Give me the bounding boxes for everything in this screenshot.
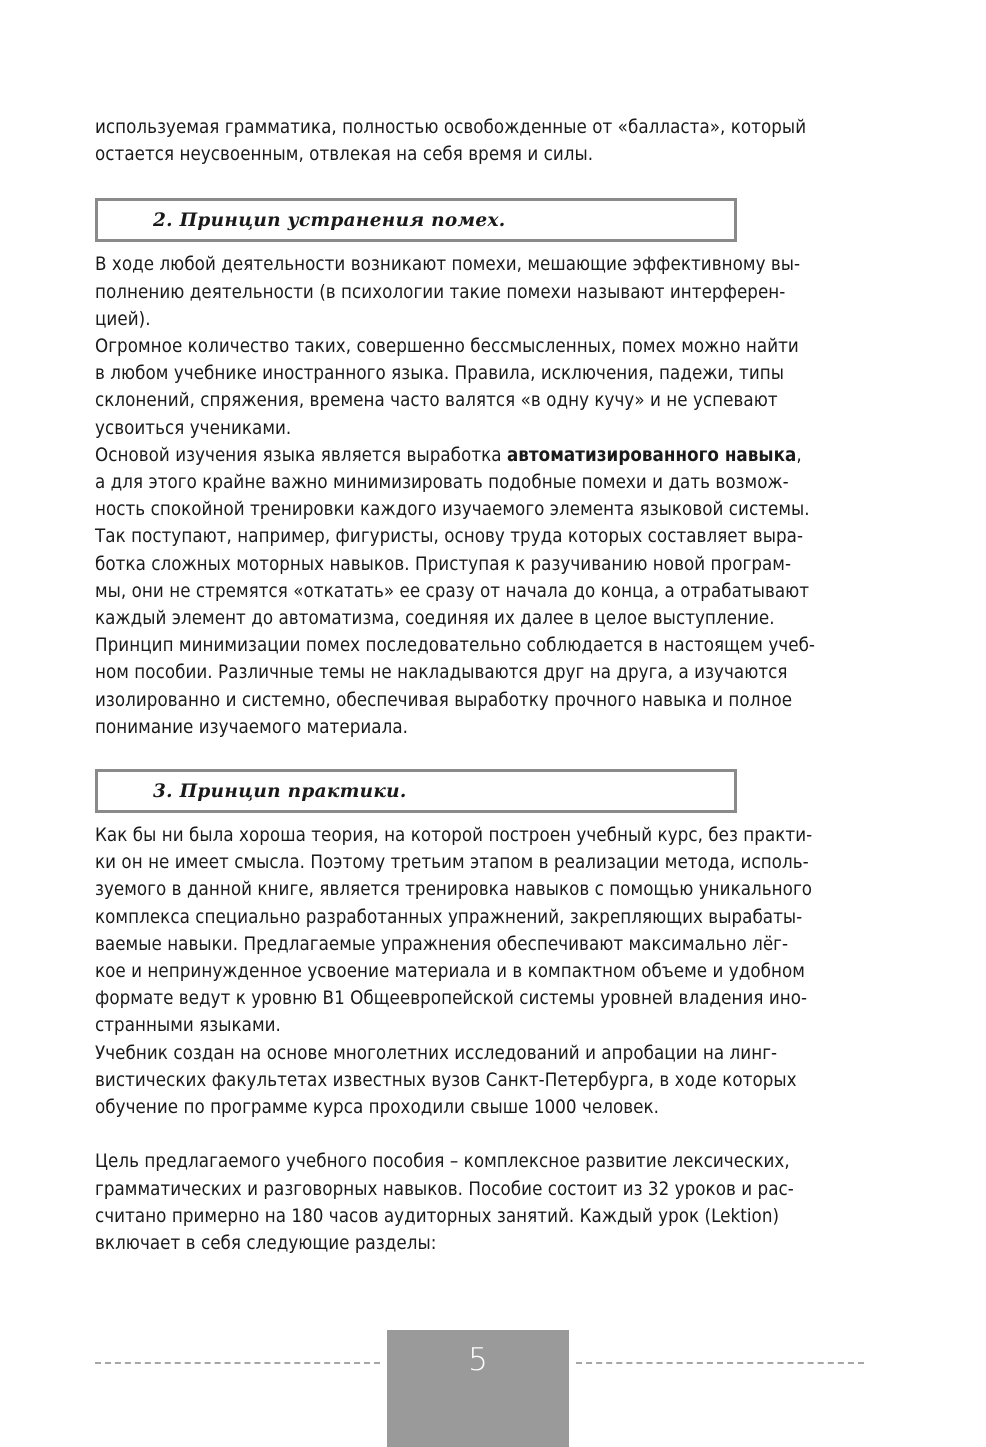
text-line: ки он не имеет смысла. Поэтому третьим этапом в реализации метода, исполь-	[95, 852, 809, 874]
intro-paragraph	[95, 114, 863, 168]
text-line: Огромное количество таких, совершенно бессмысленных, помех можно найти	[95, 336, 799, 358]
text-line: изолированно и системно, обеспечивая выработку прочного навыка и полное	[95, 689, 793, 711]
text-line: Так поступают, например, фигуристы, основу труда которых составляет выра-	[95, 526, 804, 548]
text-line: Цель предлагаемого учебного пособия – комплексное развитие лексических,	[95, 1151, 790, 1173]
text-run: Основой изучения языка является выработка	[95, 444, 507, 466]
text-run: ,	[796, 444, 802, 466]
footer-rule-right	[576, 1362, 864, 1364]
text-line: обучение по программе курса проходили свыше 1000 человек.	[95, 1097, 660, 1119]
section-3-paragraph-1	[95, 822, 863, 1040]
text-line: Учебник создан на основе многолетних исследований и апробации на линг-	[95, 1042, 778, 1064]
section-2-heading-box	[95, 198, 737, 242]
text-line	[95, 442, 863, 469]
text-line: кое и непринужденное усвоение материала и в компактном объеме и удобном	[95, 961, 805, 983]
text-line: используемая грамматика, полностью освобожденные от «балласта», который	[95, 117, 807, 138]
section-3-heading-box	[95, 769, 737, 813]
bold-term: автоматизированного навыка	[506, 444, 797, 466]
section-2-paragraph-4	[95, 632, 863, 741]
text-line: в любом учебнике иностранного языка. Правила, исключения, падежи, типы	[95, 363, 785, 385]
text-line: Принцип минимизации помех последовательно соблюдается в настоящем учеб-	[95, 635, 816, 657]
page-number: 5	[468, 1342, 488, 1378]
page-content	[95, 114, 863, 1257]
section-2-paragraph-1	[95, 251, 863, 333]
text-line: склонений, спряжения, времена часто валятся «в одну кучу» и не успевают	[95, 390, 778, 412]
text-line: зуемого в данной книге, является тренировка навыков с помощью уникального	[95, 879, 813, 901]
text-line: цией).	[95, 308, 151, 330]
section-2-title: 2. Принцип устранения помех.	[153, 209, 506, 231]
section-3-title: 3. Принцип практики.	[153, 780, 407, 802]
text-line: мы, они не стремятся «откатать» ее сразу от начала до конца, а отрабатывают	[95, 580, 810, 602]
section-3-paragraph-2	[95, 1040, 863, 1122]
text-line: ность спокойной тренировки каждого изучаемого элемента языковой системы.	[95, 499, 810, 521]
text-line: В ходе любой деятельности возникают помехи, мешающие эффективному вы-	[95, 254, 801, 276]
text-line: включает в себя следующие разделы:	[95, 1232, 437, 1254]
text-line: усвоиться учениками.	[95, 417, 292, 439]
text-line: вистических факультетах известных вузов Санкт-Петербурга, в ходе которых	[95, 1069, 797, 1091]
goal-paragraph	[95, 1148, 863, 1257]
text-line: формате ведут к уровню B1 Общеевропейской системы уровней владения ино-	[95, 988, 808, 1010]
text-line: каждый элемент до автоматизма, соединяя их далее в целое выступление.	[95, 608, 775, 630]
text-line: странными языками.	[95, 1015, 281, 1037]
text-line: ном пособии. Различные темы не накладываются друг на друга, а изучаются	[95, 662, 788, 684]
text-line: Как бы ни была хороша теория, на которой построен учебный курс, без практи-	[95, 825, 813, 847]
text-line: ваемые навыки. Предлагаемые упражнения обеспечивают максимально лёг-	[95, 933, 789, 955]
text-line: полнению деятельности (в психологии такие помехи называют интерферен-	[95, 281, 786, 303]
page-number-tab	[387, 1330, 569, 1447]
footer-rule-left	[95, 1362, 380, 1364]
text-line: остается неусвоенным, отвлекая на себя время и силы.	[95, 144, 594, 166]
text-line: грамматических и разговорных навыков. Пособие состоит из 32 уроков и рас-	[95, 1178, 794, 1200]
text-line: а для этого крайне важно минимизировать подобные помехи и дать возмож-	[95, 472, 789, 494]
text-line: считано примерно на 180 часов аудиторных занятий. Каждый урок (Lektion)	[95, 1205, 780, 1227]
text-line: комплекса специально разработанных упражнений, закрепляющих вырабаты-	[95, 906, 803, 928]
text-line: понимание изучаемого материала.	[95, 716, 408, 738]
section-2-paragraph-2	[95, 333, 863, 442]
section-2-paragraph-3	[95, 442, 863, 632]
text-line: ботка сложных моторных навыков. Приступая к разучиванию новой програм-	[95, 553, 792, 575]
